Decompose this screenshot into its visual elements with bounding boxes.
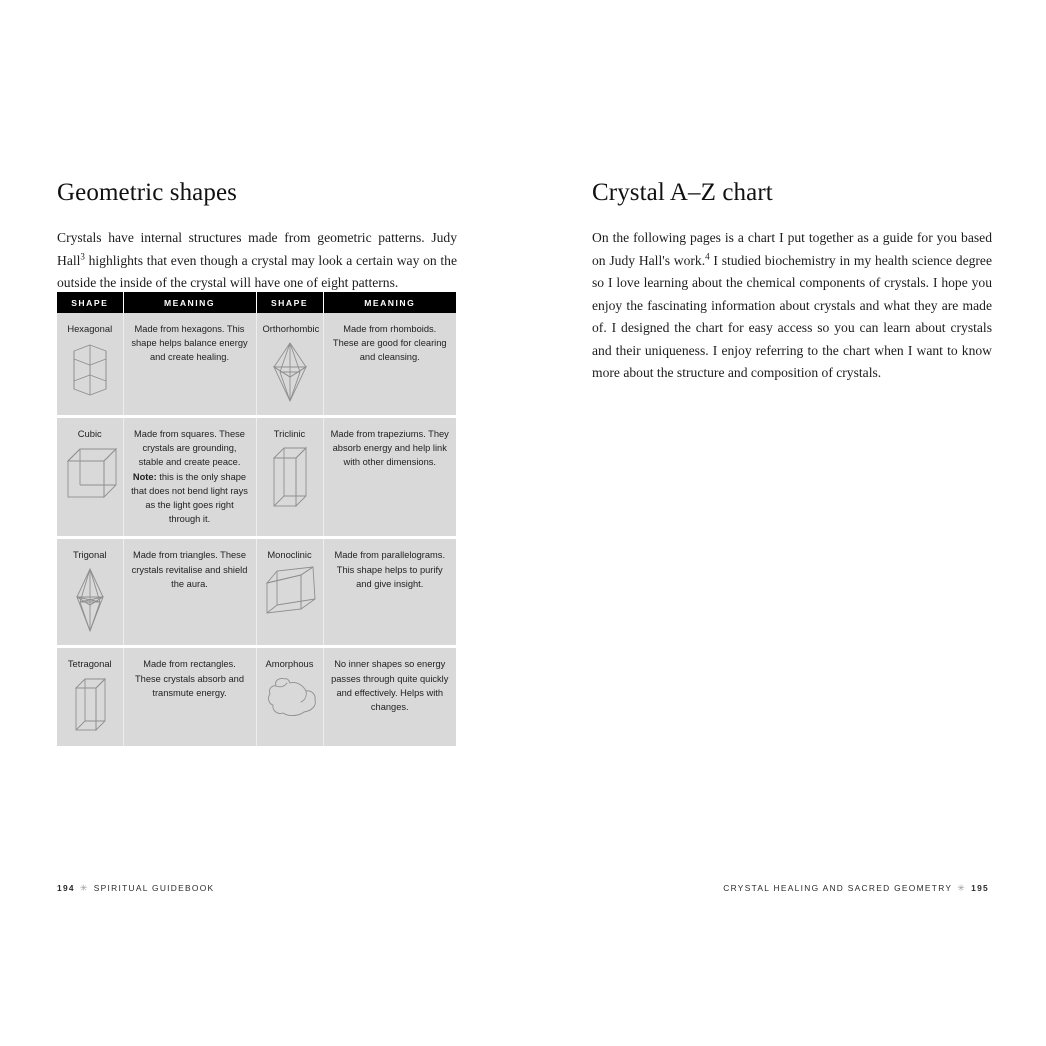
footer-label: SPIRITUAL GUIDEBOOK [93,883,215,893]
table-header-row [57,292,456,313]
shape-cell-amorphous [256,647,323,747]
intro-text-part-2: highlights that even though a crystal may look a certain way on the outside the inside of the crystal will have one of eight patterns. [57,252,457,290]
meaning-cell-monoclinic: Made from parallelograms. This shape helps to purify and give insight. [323,538,456,647]
shape-cell-tetragonal [57,647,123,747]
table-header-shape-1: SHAPE [57,292,123,313]
right-page-text-column [592,178,992,385]
intro-text-part-1: Crystals have internal structures made from geometric patterns. Judy Hall [57,230,457,268]
body-paragraph [592,227,992,385]
triclinic-slab-icon [268,444,312,516]
footnote-marker-4: 4 [705,250,710,261]
shape-label: Hexagonal [67,323,113,334]
footnote-marker-3: 3 [80,250,85,261]
body-text-part-1: On the following pages is a chart I put together as a guide for you based on Judy Hall's work. [592,230,992,268]
shape-label: Monoclinic [267,549,312,561]
shape-cell-hexagonal [57,313,123,417]
geometric-shapes-table [57,292,456,746]
table-row [57,417,456,538]
orthorhombic-bipyramid-icon [266,339,314,405]
shape-label: Amorphous [265,658,314,670]
table-header-meaning-1: MEANING [123,292,256,313]
meaning-note-bold: Note: [132,471,157,482]
table-header-shape-2: SHAPE [256,292,323,313]
amorphous-blob-icon [263,674,321,720]
meaning-cell-trigonal: Made from triangles. These crystals revitalise and shield the aura. [123,538,256,647]
shape-cell-cubic [57,417,123,538]
meaning-text-part-1: Made from squares. These crystals are grounding, stable and create peace. [134,429,245,468]
body-text-part-2: I studied biochemistry in my health science degree so I love learning about the chemical components of crystals. I hope you enjoy the fascinating information about crystals and what they are made of. I designed the chart for easy access so you can learn about crystals and their uniqueness. I enjoy referring to the chart when I want to know more about the structure and composition of crystals. [592,252,993,380]
hexagonal-prism-icon [64,339,116,401]
trigonal-bipyramid-icon [70,565,110,635]
monoclinic-box-icon [263,565,321,617]
footer-page-number: 194 [57,883,75,893]
shape-label: Cubic [77,428,102,439]
page-title: Geometric shapes [57,179,238,206]
table-body [57,313,456,746]
footer-star-icon: ✳ [79,883,89,893]
shape-label: Orthorhombic [262,323,320,334]
footer-label: CRYSTAL HEALING AND SACRED GEOMETRY [723,883,953,893]
page-title: Crystal A–Z chart [592,179,773,206]
shape-label: Tetragonal [67,658,112,670]
right-page [523,0,1046,1046]
meaning-cell-hexagonal: Made from hexagons. This shape helps balance energy and create healing. [123,313,256,417]
table-row [57,313,456,417]
shape-cell-monoclinic [256,538,323,647]
cube-icon [63,444,121,502]
shape-label: Trigonal [72,549,107,561]
footer-star-icon: ✳ [957,883,967,893]
shape-cell-trigonal [57,538,123,647]
table-header-meaning-2: MEANING [323,292,456,313]
footer-page-number: 195 [971,883,989,893]
meaning-cell-tetragonal: Made from rectangles. These crystals absorb and transmute energy. [123,647,256,747]
shape-cell-orthorhombic [256,313,323,417]
footer-right [723,883,989,894]
meaning-text-part-2: this is the only shape that does not bend light rays as the light goes right through it. [131,471,248,525]
table-row [57,647,456,747]
intro-paragraph [57,227,457,295]
meaning-cell-orthorhombic: Made from rhomboids. These are good for clearing and cleansing. [323,313,456,417]
footer-left [57,883,214,894]
shape-label: Triclinic [273,428,306,439]
meaning-cell-triclinic: Made from trapeziums. They absorb energy and help link with other dimensions. [323,417,456,538]
meaning-cell-amorphous: No inner shapes so energy passes through quite quickly and effectively. Helps with changes. [323,647,456,747]
tetragonal-prism-icon [70,674,110,736]
left-page-text-column [57,178,457,295]
table-row [57,538,456,647]
meaning-cell-cubic [123,417,256,538]
shape-cell-triclinic [256,417,323,538]
table-header [57,292,456,313]
